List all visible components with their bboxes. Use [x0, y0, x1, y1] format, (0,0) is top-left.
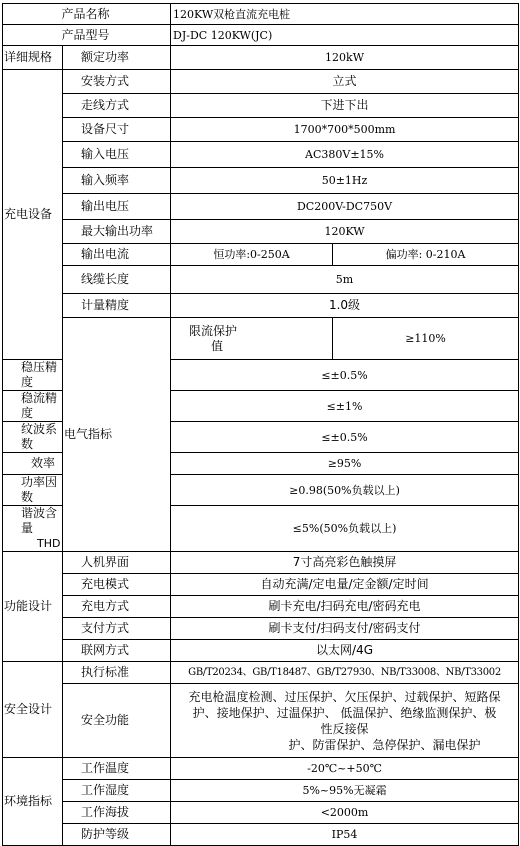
output-current-partial: 偏功率: 0-210A: [333, 244, 519, 266]
row-install: [3, 70, 519, 94]
max-power-label: 最大输出功率: [63, 220, 171, 244]
ip-rating-value: IP54: [171, 824, 519, 846]
efficiency-value: ≥95%: [171, 453, 519, 475]
output-voltage-value: DC200V-DC750V: [171, 194, 519, 220]
section-safety: 安全设计: [3, 662, 63, 758]
voltage-regulation-label: 稳压精度: [3, 360, 63, 391]
current-limit-label: [171, 318, 333, 360]
network-value: 以太网/4G: [171, 640, 519, 662]
voltage-regulation-value: ≤±0.5%: [171, 360, 519, 391]
charge-mode-label: 充电模式: [63, 574, 171, 596]
row-ip-rating: [3, 824, 519, 846]
payment-label: 支付方式: [63, 618, 171, 640]
cable-label: 线缆长度: [63, 266, 171, 294]
standard-value: GB/T20234、GB/T18487、GB/T27930、NB/T33008、NB/T33002: [171, 662, 519, 684]
row-product-name: [3, 4, 519, 25]
row-wiring: [3, 94, 519, 118]
row-metering: [3, 294, 519, 318]
product-model-value: DJ-DC 120KW(JC): [171, 25, 519, 46]
output-current-constant: 恒功率:0-250A: [171, 244, 333, 266]
current-regulation-label: 稳流精度: [3, 391, 63, 422]
input-voltage-label: 输入电压: [63, 142, 171, 168]
altitude-value: <2000m: [171, 802, 519, 824]
protection-line-4: 护、防雷保护、急停保护、漏电保护: [288, 737, 481, 752]
row-current-limit: [3, 318, 519, 360]
metering-value: 1.0级: [171, 294, 519, 318]
section-charging: 充电设备: [3, 70, 63, 360]
rated-power-value: 120kW: [171, 46, 519, 70]
cable-value: 5m: [171, 266, 519, 294]
rated-power-label: 额定功率: [63, 46, 171, 70]
operating-temperature-label: 工作温度: [63, 758, 171, 780]
input-frequency-label: 输入频率: [63, 168, 171, 194]
max-power-value: 120KW: [171, 220, 519, 244]
product-name-label: 产品名称: [3, 4, 171, 25]
output-voltage-label: 输出电压: [63, 194, 171, 220]
size-label: 设备尺寸: [63, 118, 171, 142]
row-payment: [3, 618, 519, 640]
thd-value: ≤5%(50%负载以上): [171, 506, 519, 552]
row-charge-method: [3, 596, 519, 618]
thd-label-line1: 谐波含量: [21, 506, 58, 535]
payment-value: 刷卡支付/扫码支付/密码支付: [171, 618, 519, 640]
protection-line-2: 护、接地保护、过温保护、 低温保护、绝缘监测保护、极: [192, 705, 497, 720]
current-limit-label-line1: 限流保护: [189, 323, 238, 338]
protection-value: [171, 684, 519, 758]
row-input-frequency: [3, 168, 519, 194]
row-output-voltage: [3, 194, 519, 220]
size-value: 1700*700*500mm: [171, 118, 519, 142]
wiring-value: 下进下出: [171, 94, 519, 118]
install-label: 安装方式: [63, 70, 171, 94]
section-environment: 环境指标: [3, 758, 63, 846]
row-size: [3, 118, 519, 142]
ripple-label: 纹波系数: [3, 422, 63, 453]
power-factor-value: ≥0.98(50%负载以上): [171, 475, 519, 506]
row-altitude: [3, 802, 519, 824]
operating-humidity-label: 工作湿度: [63, 780, 171, 802]
input-frequency-value: 50±1Hz: [171, 168, 519, 194]
row-product-model: [3, 25, 519, 46]
charge-mode-value: 自动充满/定电量/定金额/定时间: [171, 574, 519, 596]
section-detail: 详细规格: [3, 46, 63, 70]
thd-label: [3, 506, 63, 552]
ip-rating-label: 防护等级: [63, 824, 171, 846]
standard-label: 执行标准: [63, 662, 171, 684]
hmi-value: 7寸高亮彩色触摸屏: [171, 552, 519, 574]
product-model-label: 产品型号: [3, 25, 171, 46]
install-value: 立式: [171, 70, 519, 94]
ripple-value: ≤±0.5%: [171, 422, 519, 453]
input-voltage-value: AC380V±15%: [171, 142, 519, 168]
efficiency-label: 效率: [3, 453, 63, 475]
row-operating-humidity: [3, 780, 519, 802]
section-function: 功能设计: [3, 552, 63, 662]
protection-line-1: 充电枪温度检测、过压保护、欠压保护、过载保护、短路保: [188, 689, 501, 704]
row-protection: [3, 684, 519, 758]
row-standard: [3, 662, 519, 684]
product-name-value: 120KW双枪直流充电桩: [171, 4, 519, 25]
row-cable: [3, 266, 519, 294]
current-regulation-value: ≤±1%: [171, 391, 519, 422]
row-input-voltage: [3, 142, 519, 168]
network-label: 联网方式: [63, 640, 171, 662]
protection-line-3: 性反接保: [320, 721, 369, 736]
altitude-label: 工作海拔: [63, 802, 171, 824]
current-limit-value: ≥110%: [333, 318, 519, 360]
row-max-power: [3, 220, 519, 244]
operating-humidity-value: 5%~95%无凝霜: [171, 780, 519, 802]
power-factor-label: 功率因数: [3, 475, 63, 506]
row-rated-power: [3, 46, 519, 70]
row-hmi: [3, 552, 519, 574]
hmi-label: 人机界面: [63, 552, 171, 574]
row-output-current: [3, 244, 519, 266]
operating-temperature-value: -20℃~+50℃: [171, 758, 519, 780]
protection-label: 安全功能: [63, 684, 171, 758]
output-current-label: 输出电流: [63, 244, 171, 266]
metering-label: 计量精度: [63, 294, 171, 318]
row-network: [3, 640, 519, 662]
row-charge-mode: [3, 574, 519, 596]
wiring-label: 走线方式: [63, 94, 171, 118]
current-limit-label-line2: 值: [211, 338, 224, 353]
charge-method-label: 充电方式: [63, 596, 171, 618]
row-operating-temperature: [3, 758, 519, 780]
section-electrical: 电气指标: [63, 318, 171, 552]
spec-table: [2, 3, 519, 846]
charge-method-value: 刷卡充电/扫码充电/密码充电: [171, 596, 519, 618]
thd-label-line2: THD: [37, 537, 61, 550]
